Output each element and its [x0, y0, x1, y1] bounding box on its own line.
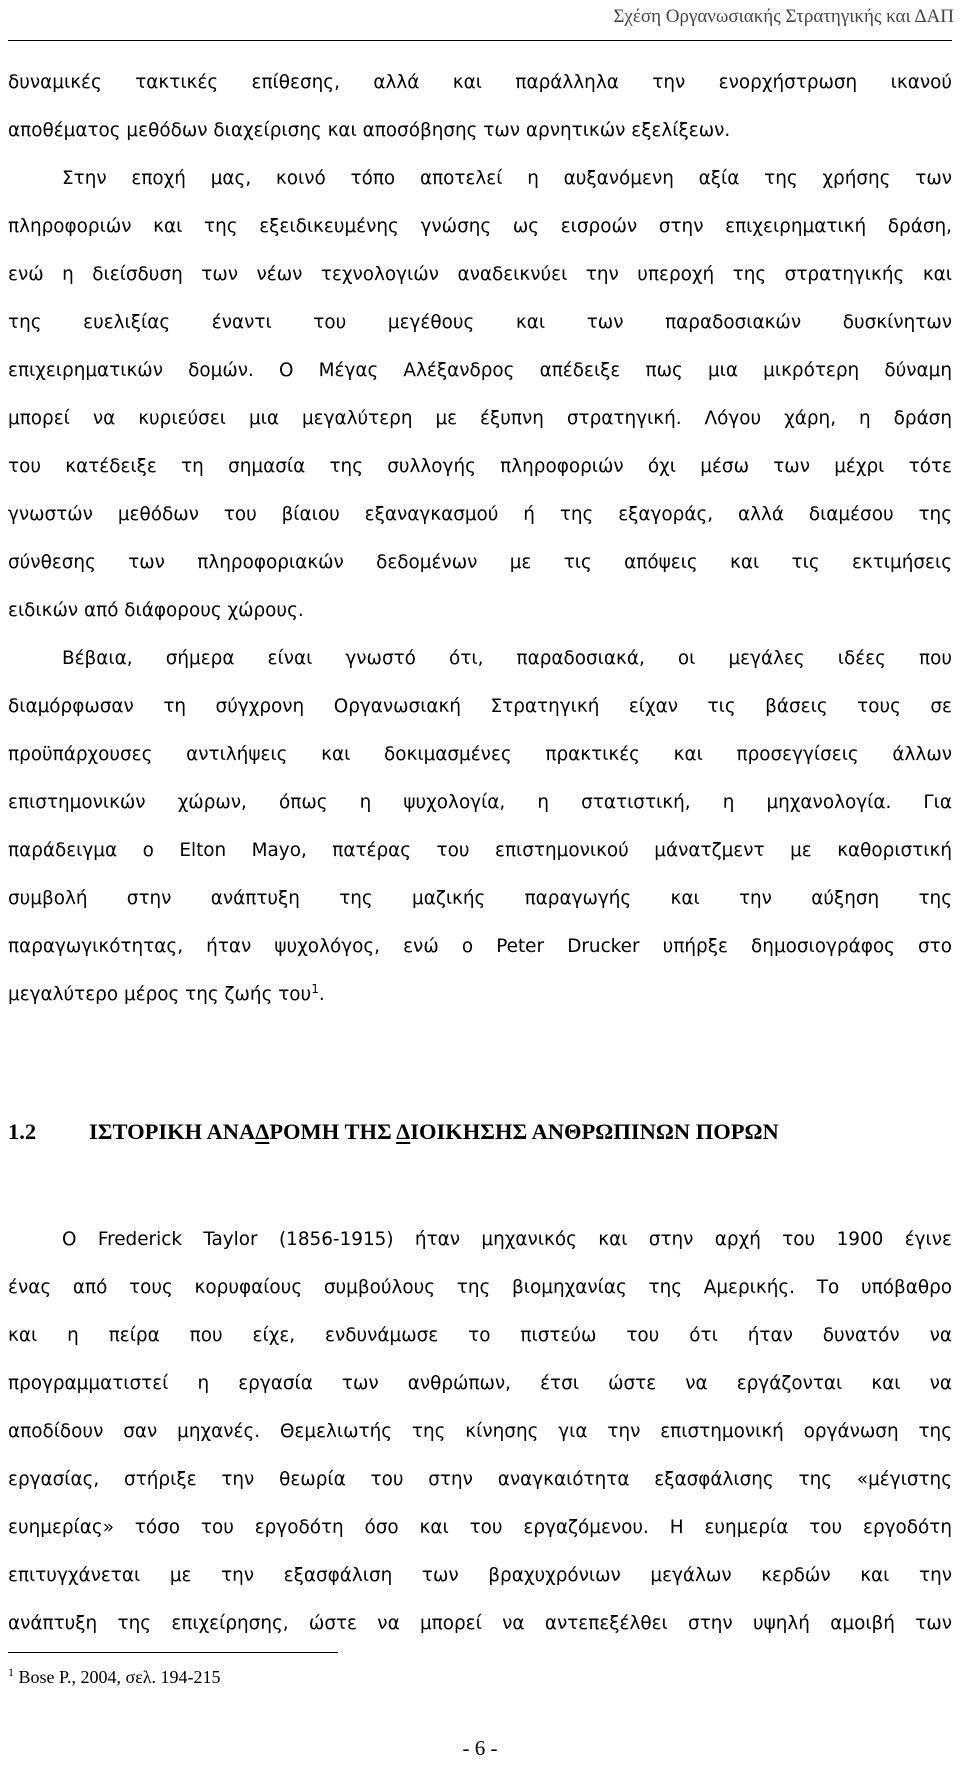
footnote-mark: 1 — [8, 1665, 14, 1679]
text-line: μπορεί να κυριεύσει μια μεγαλύτερη με έξυπνη στρατηγική. Λόγου χάρη, η δράση — [8, 408, 952, 429]
text-line: πληροφοριών και της εξειδικευμένης γνώσης ως εισροών στην επιχειρηματική δράση, — [8, 216, 952, 237]
section-title-part: Δ — [255, 1119, 270, 1144]
text-line: ευημερίας» τόσο του εργοδότη όσο και του εργαζόμενου. Η ευημερία του εργοδότη — [8, 1517, 952, 1538]
text-line: γνωστών μεθόδων του βίαιου εξαναγκασμού ή της εξαγοράς, αλλά διαμέσου της — [8, 504, 952, 525]
text-line: αποδίδουν σαν μηχανές. Θεμελιωτής της κίνησης για την επιστημονική οργάνωση της — [8, 1421, 952, 1442]
text-run: . — [318, 984, 325, 1005]
page-number: - 6 - — [462, 1736, 498, 1760]
text-line: του κατέδειξε τη σημασία της συλλογής πληροφοριών όχι μέσω των μέχρι τότε — [8, 456, 952, 477]
text-run: μεγαλύτερο μέρος της ζωής του — [8, 984, 312, 1005]
text-line: δυναμικές τακτικές επίθεσης, αλλά και παράλληλα την ενορχήστρωση ικανού — [8, 72, 952, 93]
section-heading — [8, 1117, 952, 1147]
footnote-reference[interactable]: 1 — [311, 981, 319, 996]
text-line: αποθέματος μεθόδων διαχείρισης και αποσόβησης των αρνητικών εξελίξεων. — [8, 120, 731, 141]
text-line: παραγωγικότητας, ήταν ψυχολόγος, ενώ ο Peter Drucker υπήρξε δημοσιογράφος στο — [8, 936, 952, 957]
section-title-part: ΡΟΜΗ ΤΗΣ — [269, 1119, 397, 1144]
text-line — [8, 981, 952, 1009]
text-line: Ο Frederick Taylor (1856-1915) ήταν μηχανικός και στην αρχή του 1900 έγινε — [62, 1229, 952, 1250]
text-line: προϋπάρχουσες αντιλήψεις και δοκιμασμένες πρακτικές και προσεγγίσεις άλλων — [8, 744, 952, 765]
section-title-part: ΙΣΤΟΡΙΚΗ ΑΝΑ — [89, 1119, 256, 1144]
text-line: ειδικών από διάφορους χώρους. — [8, 600, 304, 621]
text-line: συμβολή στην ανάπτυξη της μαζικής παραγωγής και την αύξηση της — [8, 888, 952, 909]
section-title-part: Δ — [396, 1119, 411, 1144]
section-number: 1.2 — [8, 1119, 37, 1144]
running-header: Σχέση Οργανωσιακής Στρατηγικής και ΔΑΠ — [613, 6, 954, 27]
footnote-text: Bose P., 2004, σελ. 194-215 — [14, 1667, 221, 1687]
footnote-separator — [8, 1652, 338, 1653]
text-line: παράδειγμα ο Elton Mayo, πατέρας του επιστημονικού μάνατζμεντ με καθοριστική — [8, 840, 952, 861]
footnote — [8, 1665, 221, 1689]
text-line: διαμόρφωσαν τη σύγχρονη Οργανωσιακή Στρατηγική είχαν τις βάσεις τους σε — [8, 696, 952, 717]
text-line: επιστημονικών χώρων, όπως η ψυχολογία, η στατιστική, η μηχανολογία. Για — [8, 792, 952, 813]
text-line: Βέβαια, σήμερα είναι γνωστό ότι, παραδοσιακά, οι μεγάλες ιδέες που — [62, 648, 952, 669]
header-rule — [8, 40, 952, 41]
text-line: επιτυγχάνεται με την εξασφάλιση των βραχυχρόνιων μεγάλων κερδών και την — [8, 1565, 952, 1586]
text-line: και η πείρα που είχε, ενδυνάμωσε το πιστεύω του ότι ήταν δυνατόν να — [8, 1325, 952, 1346]
text-line: επιχειρηματικών δομών. Ο Μέγας Αλέξανδρος απέδειξε πως μια μικρότερη δύναμη — [8, 360, 952, 381]
text-line: ενώ η διείσδυση των νέων τεχνολογιών αναδεικνύει την υπεροχή της στρατηγικής και — [8, 264, 952, 285]
text-line: εργασίας, στήριξε την θεωρία του στην αναγκαιότητα εξασφάλισης της «μέγιστης — [8, 1469, 952, 1490]
text-line: Στην εποχή μας, κοινό τόπο αποτελεί η αυξανόμενη αξία της χρήσης των — [62, 168, 952, 189]
text-line: προγραμματιστεί η εργασία των ανθρώπων, έτσι ώστε να εργάζονται και να — [8, 1373, 952, 1394]
section-title-part: ΙΟΙΚΗΣΗΣ ΑΝΘΡΩΠΙΝΩΝ ΠΟΡΩΝ — [410, 1119, 779, 1144]
text-line: ανάπτυξη της επιχείρησης, ώστε να μπορεί να αντεπεξέλθει στην υψηλή αμοιβή των — [8, 1613, 952, 1634]
text-line: της ευελιξίας έναντι του μεγέθους και των παραδοσιακών δυσκίνητων — [8, 312, 952, 333]
text-line: ένας από τους κορυφαίους συμβούλους της βιομηχανίας της Αμερικής. Το υπόβαθρο — [8, 1277, 952, 1298]
text-line: σύνθεσης των πληροφοριακών δεδομένων με τις απόψεις και τις εκτιμήσεις — [8, 552, 952, 573]
